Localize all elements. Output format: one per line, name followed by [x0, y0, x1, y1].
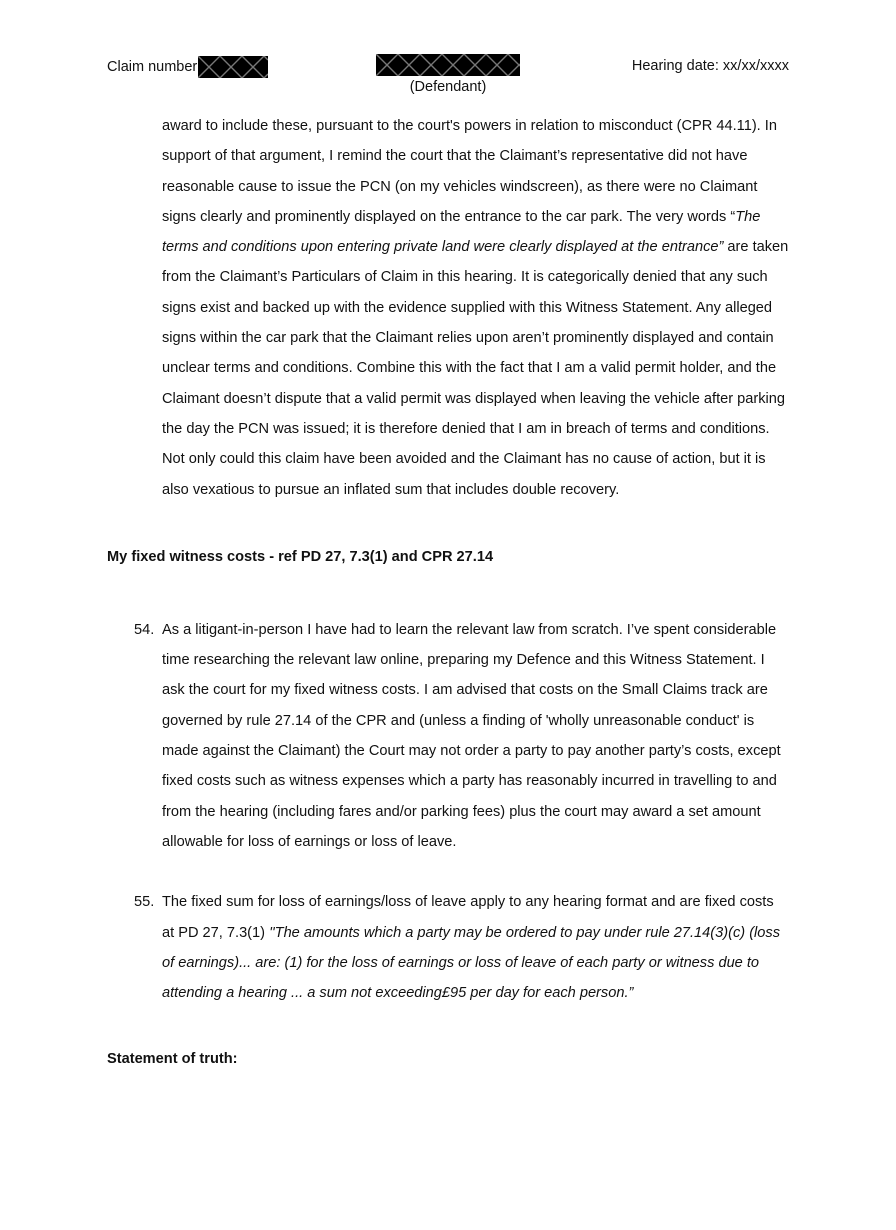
document-body — [107, 111, 789, 1074]
defendant-label: (Defendant) — [409, 79, 487, 95]
hearing-date: Hearing date: xx/xx/xxxx — [631, 58, 789, 74]
claim-number-redaction — [198, 56, 268, 78]
witness-costs-heading: My fixed witness costs - ref PD 27, 7.3(1) and CPR 27.14 — [107, 548, 494, 565]
paragraph-55-text: The fixed sum for loss of earnings/loss of leave apply to any hearing format and are fixed costs at PD 27, 7.3(1) — [162, 894, 774, 941]
paragraph-continuation — [107, 111, 789, 505]
defendant-name-redaction — [376, 54, 520, 76]
paragraph-text-part-2: are taken from the Claimant’s Particulars of Claim in this hearing. It is categorically denied that any such signs exist and backed up with the evidence supplied with this Witness Statement. Any alleged signs within the car park that the Claimant relies upon aren’t prominently displayed and contain unclear terms and conditions. Combine this with the fact that I am a valid permit holder, and the Claimant doesn’t dispute that a valid permit was displayed when leaving the vehicle after parking the day the PCN was issued; it is therefore denied that I am in breach of terms and conditions. Not only could this claim have been avoided and the Claimant has no cause of action, but it is also vexatious to pursue an inflated sum that includes double recovery. — [162, 239, 789, 498]
claim-number-label: Claim number — [107, 58, 198, 75]
paragraph-55 — [107, 887, 789, 1008]
claim-number-header — [107, 56, 268, 78]
paragraph-number: 55. — [134, 894, 155, 911]
paragraph-number: 54. — [134, 621, 155, 638]
quoted-particulars: The terms and conditions upon entering private land were clearly displayed at the entrance” — [162, 208, 761, 256]
paragraph-55-quote: ''The amounts which a party may be ordered to pay under rule 27.14(3)(c) (loss of earnings)... are: (1) for the loss of earnings or loss of leave of each party or witness due to attending a hearing ... a sum not exceeding£95 per day for each person.” — [162, 924, 781, 1002]
paragraph-54-text: As a litigant-in-person I have had to learn the relevant law from scratch. I’ve spent considerable time researching the relevant law online, preparing my Defence and this Witness Statement. I ask the court for my fixed witness costs. I am advised that costs on the Small Claims track are governed by rule 27.14 of the CPR and (unless a finding of 'wholly unreasonable conduct' is made against the Claimant) the Court may not order a party to pay another party’s costs, except fixed costs such as witness expenses which a party has reasonably incurred in travelling to and from the hearing (including fares and/or parking fees) plus the court may award a set amount allowable for loss of earnings or loss of leave. — [162, 621, 781, 850]
statement-of-truth-heading: Statement of truth: — [107, 1051, 238, 1068]
defendant-header — [376, 54, 520, 97]
paragraph-54 — [107, 615, 789, 857]
paragraph-text-part-1: award to include these, pursuant to the court's powers in relation to misconduct (CPR 44.11). In support of that argument, I remind the court that the Claimant’s representative did not have reasonable cause to issue the PCN (on my vehicles windscreen), as there were no Claimant signs clearly and prominently displayed on the entrance to the car park. The very words “ — [162, 118, 777, 225]
